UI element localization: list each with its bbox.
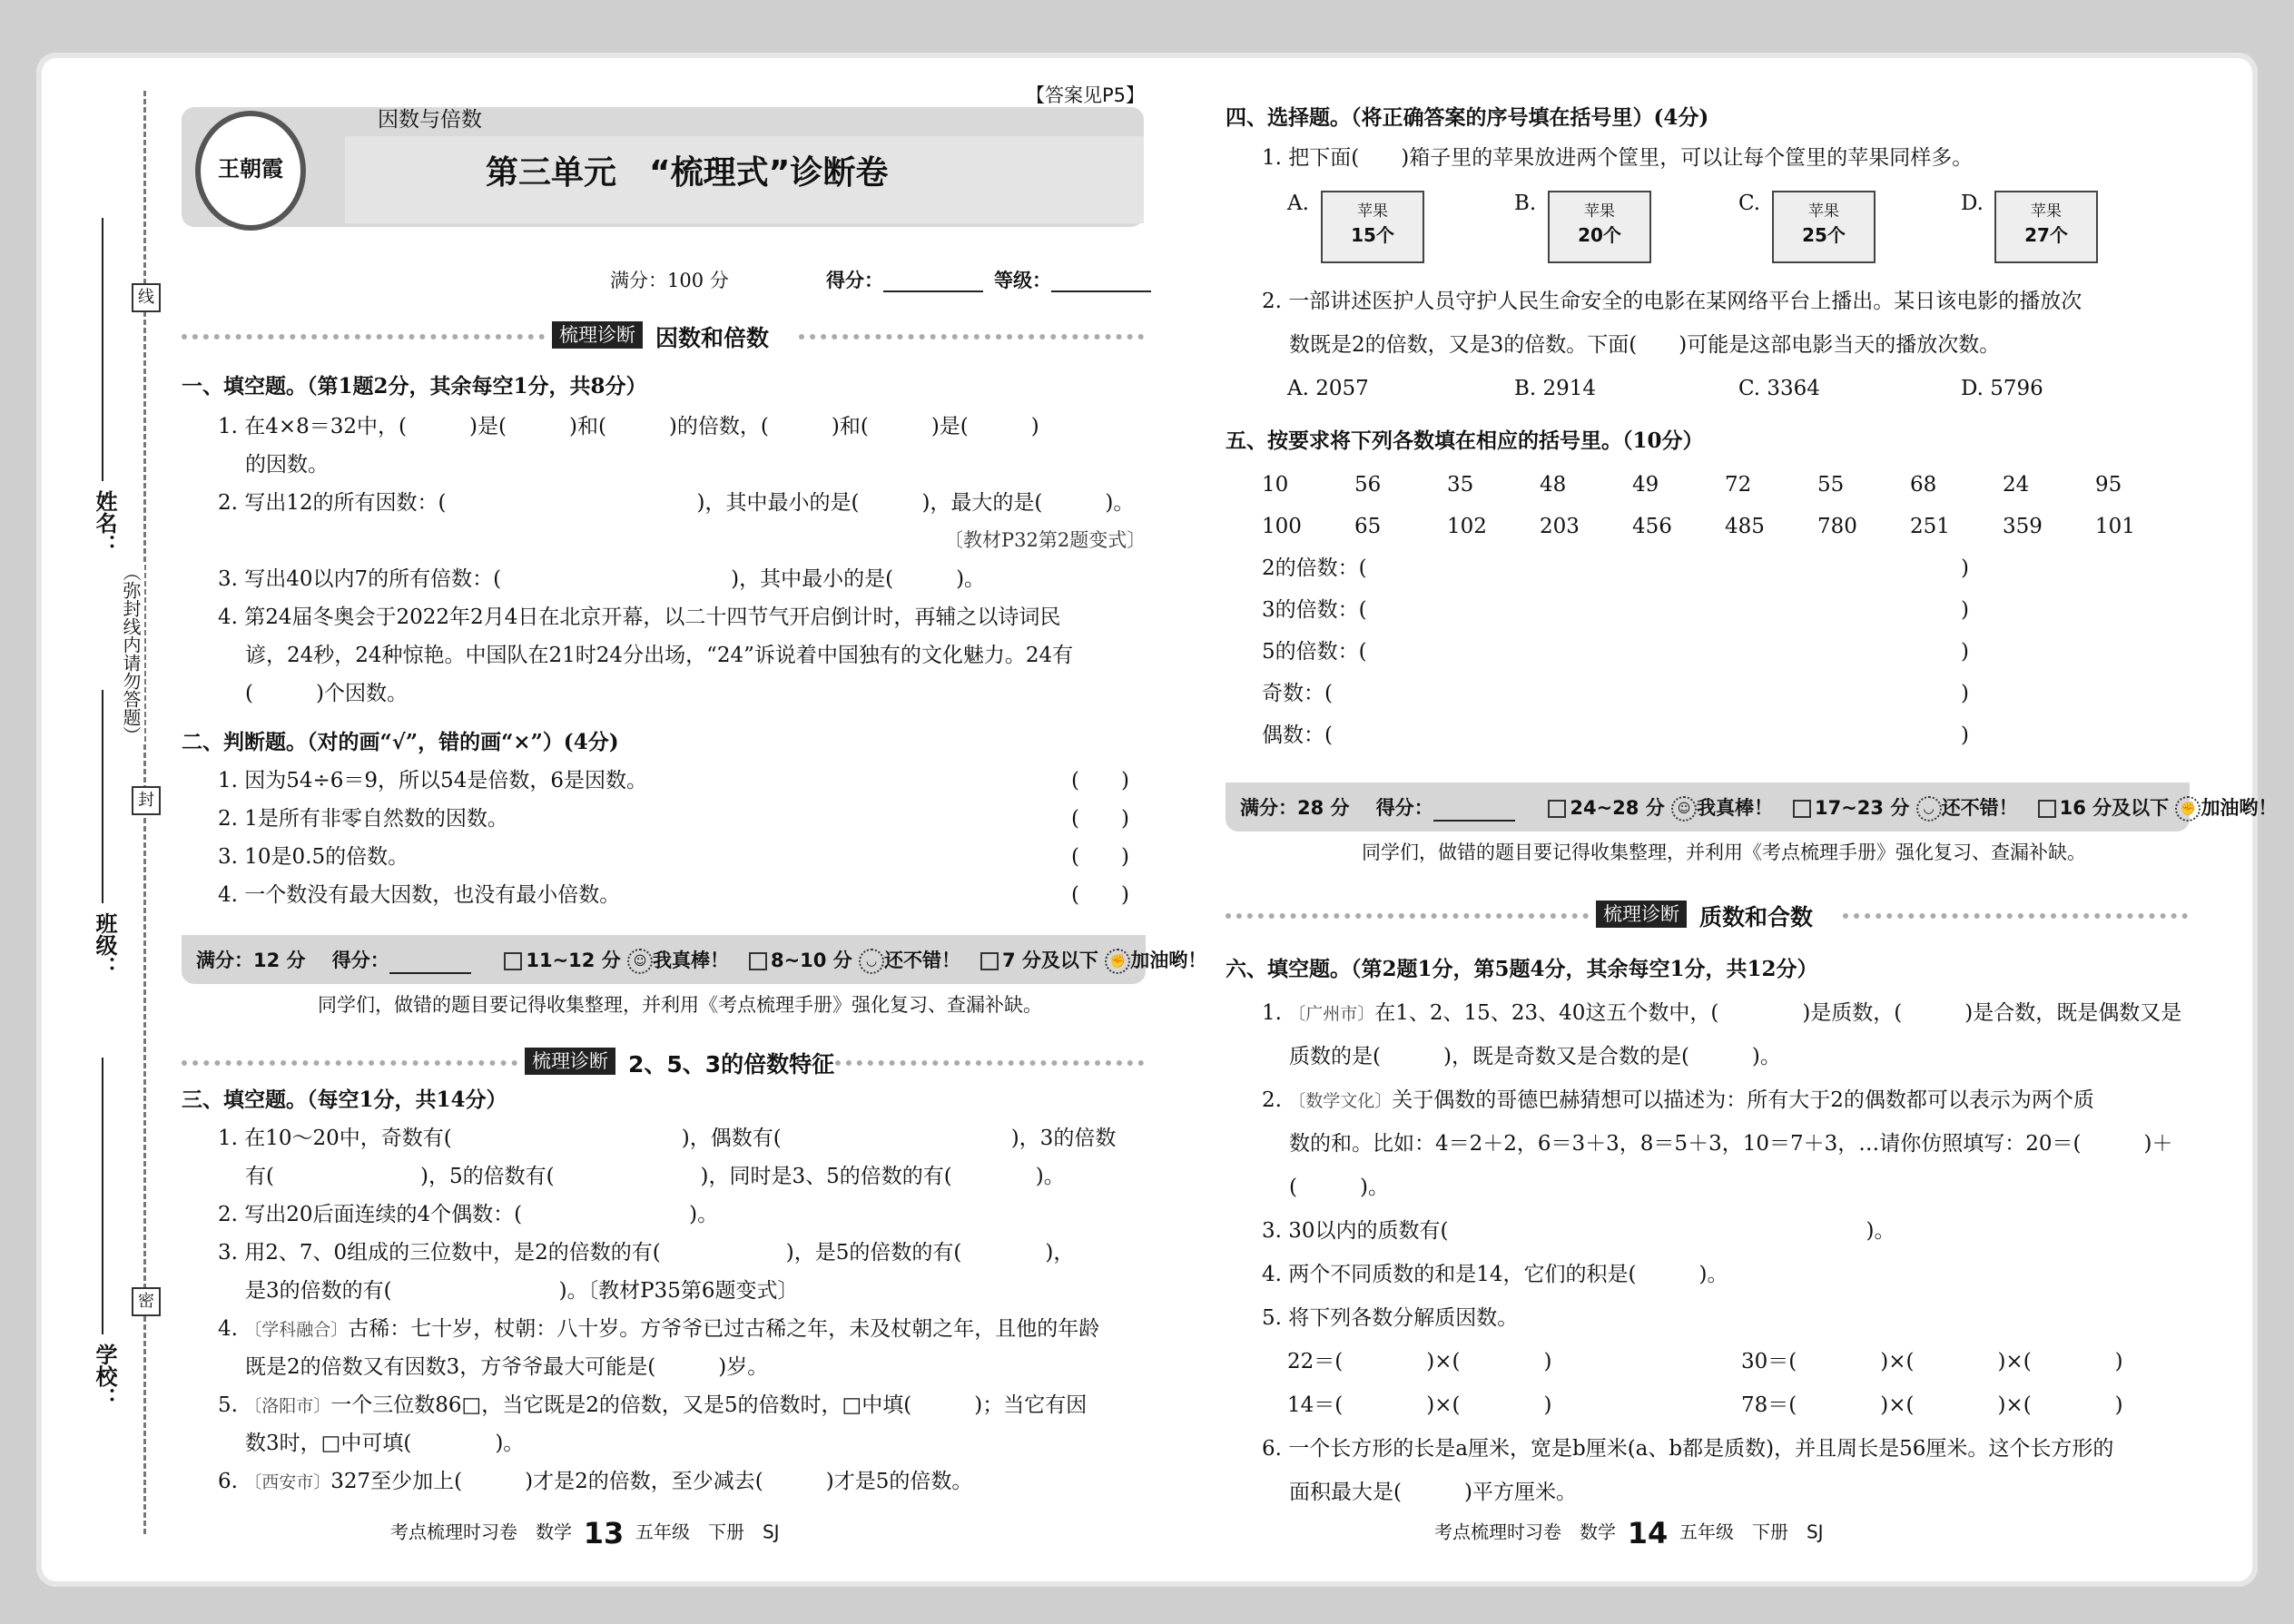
score2-opt3: 16 分及以下 (2059, 797, 2170, 819)
score1-field[interactable] (389, 972, 471, 974)
footer-left-series: 考点梳理时习卷 数学 (390, 1521, 572, 1543)
num-cell: 49 (1632, 473, 1659, 497)
grade-label: 等级： (994, 269, 1051, 291)
q1-1-line1: 1. 在4×8＝32中，( )是( )和( )的倍数，( )和( )是( ) (218, 415, 1039, 438)
num-cell: 68 (1910, 473, 1937, 497)
q3-3-line1: 3. 用2、7、0组成的三位数中，是2的倍数的有( )，是5的倍数的有( )， (218, 1241, 1075, 1265)
score2-full: 满分：28 分 (1240, 797, 1350, 819)
q5-close-even[interactable]: ) (1961, 723, 1969, 747)
section-title-factors (182, 320, 1146, 352)
q3-4-line1: 4. 〔学科融合〕古稀：七十岁，杖朝：八十岁。方爷爷已过古稀之年，未及杖朝之年，且他的年龄 (218, 1317, 1100, 1341)
q5-label-2: 2的倍数：( (1262, 556, 1367, 580)
page-number-14: 14 (1627, 1516, 1669, 1550)
footer-right-series: 考点梳理时习卷 数学 (1434, 1521, 1616, 1543)
section-name: 质数和合数 (1699, 904, 1814, 930)
apple-box-a[interactable] (1321, 191, 1424, 263)
q3-heading: 三、填空题。（每空1分，共14分） (182, 1088, 507, 1112)
q1-2: 2. 写出12的所有因数：( )，其中最小的是( )，最大的是( )。 (218, 491, 1135, 515)
apple-box-c[interactable] (1772, 191, 1876, 263)
section-title-primes (1226, 899, 2190, 931)
footer-right (1434, 1516, 1824, 1550)
score2-msg1: 我真棒！ (1697, 797, 1774, 819)
q5-label-even: 偶数：( (1262, 723, 1333, 747)
score1-opt3: 7 分及以下 (1001, 950, 1098, 971)
apple-box-label: 苹果 (1584, 202, 1615, 221)
q6-6-line1: 6. 一个长方形的长是a厘米，宽是b厘米(a、b都是质数)，并且周长是56厘米。这个长方形的 (1262, 1437, 2114, 1461)
section-badge: 梳理诊断 (1596, 901, 1687, 928)
q1-4-line3: ( )个因数。 (245, 682, 408, 705)
q2-answer-1[interactable]: ( ) (1071, 769, 1129, 792)
score1-check-1[interactable] (504, 952, 522, 970)
q5-close-5[interactable]: ) (1961, 640, 1969, 664)
q3-4-line2: 既是2的倍数又有因数3，方爷爷最大可能是( )岁。 (245, 1355, 769, 1379)
q1-3: 3. 写出40以内7的所有倍数：( )，其中最小的是( )。 (218, 567, 986, 591)
q6-3: 3. 30以内的质数有( )。 (1262, 1219, 1895, 1243)
option-c-label: C. (1738, 192, 1761, 215)
num-cell: 24 (2003, 473, 2030, 497)
apple-box-label: 苹果 (1357, 202, 1388, 221)
score1-msg2: 还不错！ (884, 950, 961, 971)
subject-label: 因数与倍数 (378, 108, 482, 132)
smile-face-icon: ☺ (627, 949, 653, 974)
q4-2-line2: 数既是2的倍数，又是3的倍数。下面( )可能是这部电影当天的播放次数。 (1289, 333, 2001, 357)
q6-5-c: 14＝( )×( ) (1287, 1393, 1552, 1417)
q3-6-tag: 〔西安市〕 (244, 1472, 331, 1492)
q3-6: 6. 〔西安市〕327至少加上( )才是2的倍数，至少减去( )才是5的倍数。 (218, 1470, 973, 1493)
q2-item-1: 1. 因为54÷6＝9，所以54是倍数，6是因数。 (218, 769, 647, 792)
q6-1-tag: 〔广州市〕 (1288, 1004, 1375, 1024)
score1-opt2: 8~10 分 (770, 950, 852, 971)
apple-box-label: 苹果 (1808, 202, 1839, 221)
num-cell: 56 (1354, 473, 1382, 497)
option-d-label: D. (1961, 192, 1984, 215)
q6-2-line3: ( )。 (1289, 1176, 1389, 1199)
num-cell: 100 (1262, 515, 1302, 538)
apple-box-count: 25个 (1802, 224, 1846, 246)
apple-box-d[interactable] (1994, 191, 2098, 263)
num-cell: 102 (1447, 515, 1487, 538)
score2-field[interactable] (1433, 820, 1515, 822)
score2-label: 得分： (1375, 797, 1433, 819)
q6-2-tag: 〔数学文化〕 (1288, 1091, 1393, 1111)
num-cell: 55 (1817, 473, 1845, 497)
score1-msg3: 加油哟！ (1130, 950, 1207, 971)
binding-note: （弥封线内请勿答题） (118, 563, 144, 744)
footer-right-grade: 五年级 下册 SJ (1679, 1521, 1824, 1543)
tip-right: 同学们，做错的题目要记得收集整理，并利用《考点梳理手册》强化复习、查漏补缺。 (1362, 842, 2086, 863)
q2-item-3: 3. 10是0.5的倍数。 (218, 845, 409, 869)
score2-msg3: 加油哟！ (2200, 797, 2278, 819)
q3-5-line1: 5. 〔洛阳市〕一个三位数86□，当它既是2的倍数，又是5的倍数时，□中填( )；当它有因 (218, 1393, 1088, 1417)
grade-field[interactable] (1051, 290, 1151, 292)
q1-4-line2: 谚，24秒，24种惊艳。中国队在21时24分出场，“24”诉说着中国独有的文化魅力。24有 (245, 644, 1074, 667)
score2-check-2[interactable] (1793, 800, 1811, 818)
apple-box-count: 20个 (1578, 224, 1621, 246)
q5-label-3: 3的倍数：( (1262, 598, 1367, 622)
q5-label-5: 5的倍数：( (1262, 640, 1367, 664)
binding-line-char: 线 (132, 283, 161, 312)
name-label: 姓名： (92, 490, 117, 556)
score1-check-2[interactable] (749, 952, 767, 970)
q3-3-line2: 是3的倍数的有( )。〔教材P35第6题变式〕 (245, 1279, 799, 1303)
q6-5-b: 30＝( )×( )×( ) (1741, 1350, 2123, 1373)
q2-answer-3[interactable]: ( ) (1071, 845, 1129, 869)
q1-4-line1: 4. 第24届冬奥会于2022年2月4日在北京开幕，以二十四节气开启倒计时，再辅之以诗词民 (218, 605, 1061, 629)
class-line[interactable] (102, 690, 103, 903)
q1-2-ref: 〔教材P32第2题变式〕 (944, 529, 1147, 551)
q3-5-text: 一个三位数86□，当它既是2的倍数，又是5的倍数时，□中填( )；当它有因 (330, 1393, 1088, 1417)
q5-close-3[interactable]: ) (1961, 598, 1969, 622)
cheer-face-icon: ✊ (1105, 949, 1130, 974)
apple-box-b[interactable] (1548, 191, 1651, 263)
page-title: 第三单元 “梳理式”诊断卷 (486, 154, 889, 192)
num-cell: 456 (1632, 515, 1672, 538)
num-cell: 65 (1354, 515, 1382, 538)
score2-opt1: 24~28 分 (1570, 797, 1665, 819)
num-cell: 10 (1262, 473, 1289, 497)
score1-label: 得分： (331, 950, 389, 971)
q5-heading: 五、按要求将下列各数填在相应的括号里。（10分） (1226, 428, 1704, 453)
q2-answer-4[interactable]: ( ) (1071, 883, 1129, 907)
score1-full: 满分：12 分 (196, 950, 306, 971)
q3-1-line1: 1. 在10～20中，奇数有( )，偶数有( )，3的倍数 (218, 1127, 1117, 1150)
q3-6-text: 327至少加上( )才是2的倍数，至少减去( )才是5的倍数。 (330, 1470, 973, 1493)
q4-2-opt-c[interactable]: C. 3364 (1738, 377, 1820, 400)
q4-2-opt-d[interactable]: D. 5796 (1961, 377, 2043, 400)
num-cell: 72 (1725, 473, 1752, 497)
school-line[interactable] (102, 1058, 103, 1334)
q6-1-line2: 质数的是( )，既是奇数又是合数的是( )。 (1289, 1045, 1781, 1068)
score2-opt2: 17~23 分 (1814, 797, 1910, 819)
q5-close-2[interactable]: ) (1961, 556, 1969, 580)
q6-1-line1: 1. 〔广州市〕在1、2、15、23、40这五个数中，( )是质数，( )是合数，既是偶数又是 (1262, 1001, 2182, 1025)
score-field[interactable] (883, 290, 983, 292)
q1-heading: 一、填空题。（第1题2分，其余每空1分，共8分） (182, 374, 647, 399)
num-cell: 35 (1447, 473, 1474, 497)
q4-heading: 四、选择题。（将正确答案的序号填在括号里）(4分) (1226, 105, 1709, 130)
num-cell: 251 (1910, 515, 1950, 538)
neutral-face-icon: ◡ (859, 949, 884, 974)
section-badge: 梳理诊断 (552, 321, 643, 349)
score1-check-3[interactable] (980, 952, 999, 970)
name-line[interactable] (102, 218, 103, 481)
q1-1-line2: 的因数。 (245, 453, 329, 477)
q4-2-opt-a[interactable]: A. 2057 (1287, 377, 1369, 400)
num-cell: 780 (1817, 515, 1857, 538)
score2-check-1[interactable] (1548, 800, 1566, 818)
score1-opt1: 11~12 分 (526, 950, 621, 971)
q6-5: 5. 将下列各数分解质因数。 (1262, 1306, 1519, 1330)
q3-1-line2: 有( )，5的倍数有( )，同时是3、5的倍数的有( )。 (245, 1165, 1065, 1188)
q6-5-a: 22＝( )×( ) (1287, 1350, 1552, 1373)
q4-2-line1: 2. 一部讲述医护人员守护人民生命安全的电影在某网络平台上播出。某日该电影的播放次 (1262, 290, 2082, 313)
q6-6-line2: 面积最大是( )平方厘米。 (1289, 1481, 1577, 1504)
q5-close-odd[interactable]: ) (1961, 682, 1969, 705)
binding-seal-char: 封 (132, 786, 161, 815)
num-cell: 48 (1540, 473, 1567, 497)
answer-ref: 【答案见P5】 (1026, 84, 1146, 106)
apple-box-count: 15个 (1351, 224, 1394, 246)
full-score: 满分：100 分 (610, 270, 729, 291)
page-number-13: 13 (583, 1516, 625, 1550)
score1-msg1: 我真棒！ (653, 950, 730, 971)
q6-5-d: 78＝( )×( )×( ) (1741, 1393, 2123, 1417)
q3-4-tag: 〔学科融合〕 (244, 1320, 349, 1340)
logo-text: 王朝霞 (218, 156, 283, 182)
apple-box-count: 27个 (2024, 224, 2068, 246)
school-label: 学校： (92, 1343, 117, 1409)
section-name: 因数和倍数 (655, 325, 770, 351)
score-label: 得分： (826, 269, 883, 291)
q5-label-odd: 奇数：( (1262, 682, 1333, 705)
q6-4: 4. 两个不同质数的和是14，它们的积是( )。 (1262, 1263, 1728, 1286)
smile-face-icon: ☺ (1671, 796, 1697, 822)
option-b-label: B. (1514, 192, 1537, 215)
footer-left-grade: 五年级 下册 SJ (635, 1521, 780, 1543)
num-cell: 95 (2095, 473, 2122, 497)
neutral-face-icon: ◡ (1916, 796, 1942, 822)
q3-4-text: 古稀：七十岁，杖朝：八十岁。方爷爷已过古稀之年，未及杖朝之年，且他的年龄 (348, 1317, 1100, 1341)
score2-msg2: 还不错！ (1941, 797, 2018, 819)
section-badge: 梳理诊断 (525, 1048, 615, 1075)
q6-1-text: 在1、2、15、23、40这五个数中，( )是质数，( )是合数，既是偶数又是 (1374, 1001, 2182, 1025)
class-label: 班级： (92, 912, 117, 978)
num-cell: 485 (1725, 515, 1765, 538)
apple-box-label: 苹果 (2031, 202, 2062, 221)
q2-item-4: 4. 一个数没有最大因数，也没有最小倍数。 (218, 883, 621, 907)
q4-1: 1. 把下面( )箱子里的苹果放进两个筐里，可以让每个筐里的苹果同样多。 (1262, 146, 1974, 170)
q6-heading: 六、填空题。（第2题1分，第5题4分，其余每空1分，共12分） (1226, 957, 1818, 981)
num-cell: 203 (1540, 515, 1580, 538)
q3-5-line2: 数3时，□中可填( )。 (245, 1432, 525, 1455)
tip-left: 同学们，做错的题目要记得收集整理，并利用《考点梳理手册》强化复习、查漏补缺。 (318, 994, 1042, 1016)
q2-heading: 二、判断题。（对的画“√”，错的画“×”）(4分) (182, 730, 619, 754)
q2-answer-2[interactable]: ( ) (1071, 807, 1129, 831)
q3-5-tag: 〔洛阳市〕 (244, 1396, 331, 1416)
section-name: 2、5、3的倍数特征 (628, 1051, 835, 1078)
q6-2-line1: 2. 〔数学文化〕关于偶数的哥德巴赫猜想可以描述为：所有大于2的偶数都可以表示为两个质 (1262, 1088, 2094, 1112)
footer-left (390, 1516, 780, 1550)
q6-2-line2: 数的和。比如：4＝2＋2，6＝3＋3，8＝5＋3，10＝7＋3，…请你仿照填写：20＝( )＋ (1289, 1132, 2173, 1156)
cheer-face-icon: ✊ (2175, 796, 2200, 822)
binding-secret-char: 密 (132, 1287, 161, 1316)
option-a-label: A. (1287, 192, 1309, 215)
score2-check-3[interactable] (2038, 800, 2056, 818)
q3-2: 2. 写出20后面连续的4个偶数：( )。 (218, 1203, 719, 1226)
num-cell: 359 (2003, 515, 2043, 538)
q6-2-text: 关于偶数的哥德巴赫猜想可以描述为：所有大于2的偶数都可以表示为两个质 (1392, 1088, 2094, 1112)
section-title-multiples (182, 1046, 1146, 1078)
num-cell: 101 (2095, 515, 2135, 538)
q2-item-2: 2. 1是所有非零自然数的因数。 (218, 807, 508, 831)
brand-logo (195, 111, 306, 231)
q4-2-opt-b[interactable]: B. 2914 (1514, 377, 1597, 400)
